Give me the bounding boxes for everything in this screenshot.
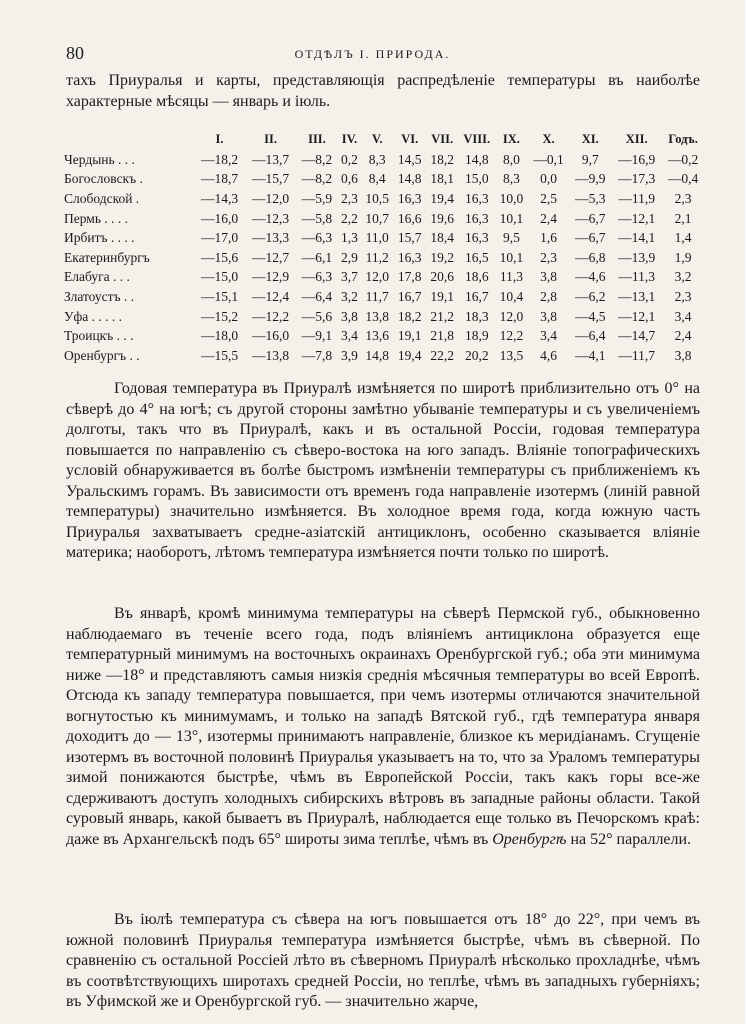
- temperature-table: [64, 128, 704, 366]
- temperature-value: 2,2: [340, 210, 358, 226]
- temperature-value: 16,3: [464, 230, 489, 246]
- temperature-value: 0,6: [340, 171, 358, 187]
- temperature-value: 16,3: [397, 190, 422, 206]
- temperature-value: —12,7: [251, 249, 290, 265]
- column-header: II.: [264, 131, 277, 146]
- temperature-value: —11,9: [618, 190, 655, 206]
- temperature-value: 19,6: [430, 210, 454, 226]
- temperature-value: 9,7: [581, 151, 599, 167]
- city-name: Слободской .: [64, 190, 140, 206]
- temperature-value: 2,1: [674, 210, 692, 226]
- column-header: V.: [371, 131, 383, 146]
- temperature-value: 18,2: [430, 151, 454, 167]
- temperature-value: —0,1: [533, 151, 564, 167]
- temperature-value: 10,5: [365, 190, 390, 206]
- column-header: IX.: [502, 131, 520, 146]
- temperature-value: —18,0: [200, 328, 239, 344]
- temperature-value: 10,0: [499, 190, 524, 206]
- table-row: [64, 209, 704, 229]
- temperature-value: 20,2: [464, 347, 489, 363]
- temperature-value: —17,0: [200, 230, 239, 246]
- temperature-value: 13,8: [365, 308, 390, 324]
- temperature-value: —6,3: [301, 230, 333, 246]
- temperature-value: 19,4: [397, 347, 422, 363]
- temperature-value: —4,5: [575, 308, 606, 324]
- column-header: VIII.: [463, 131, 491, 146]
- temperature-value: 10,7: [365, 210, 390, 226]
- table-row: [64, 150, 704, 170]
- column-header: VII.: [431, 131, 454, 146]
- column-header: III.: [308, 131, 326, 146]
- temperature-value: —13,7: [251, 151, 290, 167]
- temperature-value: —16,9: [618, 151, 656, 167]
- temperature-value: 2,3: [540, 249, 557, 265]
- temperature-value: —12,2: [251, 308, 290, 324]
- temperature-value: 3,4: [340, 328, 358, 344]
- temperature-value: —16,0: [200, 210, 239, 226]
- temperature-value: —6,1: [301, 249, 333, 265]
- city-name: Богословскъ .: [64, 171, 143, 187]
- temperature-value: 2,4: [540, 210, 557, 226]
- temperature-value: 15,7: [397, 230, 422, 246]
- temperature-value: 3,8: [540, 269, 557, 285]
- temperature-value: 18,2: [397, 308, 422, 324]
- city-name: Оренбургъ . .: [64, 347, 140, 363]
- table-row: [64, 189, 704, 209]
- temperature-value: —14,1: [618, 230, 656, 246]
- temperature-value: 8,0: [502, 151, 520, 167]
- temperature-value: 9,5: [502, 230, 520, 246]
- temperature-value: —7,8: [301, 347, 333, 363]
- temperature-value: 1,6: [540, 230, 557, 246]
- temperature-value: 1,4: [674, 230, 692, 246]
- temperature-value: —4,1: [575, 347, 606, 363]
- column-header: I.: [215, 131, 224, 146]
- temperature-value: —5,6: [301, 308, 333, 324]
- temperature-value: —13,1: [618, 288, 656, 304]
- temperature-value: —6,8: [575, 249, 606, 265]
- temperature-value: 14,8: [464, 151, 489, 167]
- table-row: [64, 248, 704, 268]
- temperature-value: 2,9: [340, 249, 358, 265]
- temperature-value: 2,4: [674, 328, 692, 344]
- temperature-value: 3,2: [340, 288, 358, 304]
- temperature-value: 3,9: [340, 347, 358, 363]
- paragraph-january-text: Въ январѣ, кромѣ минимума температуры на сѣверѣ Пермской губ., обыкновенно наблюдаемаго въ теченіе всего года, подъ вліяніемъ антициклона образуется еще температурный минимумъ на восточныхъ окраинахъ Оренбургской губ.; оба эти минимума ниже —18° и представляютъ самыя низкія среднія мѣсячныя температуры во всей Европѣ. Отсюда къ западу температура повышается, при чемъ изотермы отличаются значительной вогнутостью къ минимумамъ, и только на западѣ Вятской губ., гдѣ температура января доходитъ до — 13°, изотермы принимаютъ направленіе, близкое къ меридіанамъ. Сгущеніе изотермъ въ восточной половинѣ Приуралья указываетъ на то, что за Ураломъ температуры зимой понижаются быстрѣе, чѣмъ въ Европейской Россіи, такъ какъ горы все-же сдерживаютъ доступъ холодныхъ сибирскихъ вѣтровъ въ западные районы области. Такой суровый январь, какой бываетъ въ Приуралѣ, наблюдается еще только въ Печорскомъ краѣ: даже въ Архангельскѣ подъ 65° широты зима теплѣе, чѣмъ въ: [66, 605, 700, 848]
- column-header: XII.: [625, 131, 648, 146]
- temperature-value: 21,2: [430, 308, 454, 324]
- temperature-value: 16,7: [397, 288, 422, 304]
- column-header: X.: [542, 131, 555, 146]
- temperature-value: —13,9: [618, 249, 656, 265]
- temperature-value: 12,0: [499, 308, 524, 324]
- temperature-value: —6,7: [575, 210, 606, 226]
- temperature-value: 18,6: [464, 269, 489, 285]
- temperature-value: 3,2: [674, 269, 692, 285]
- temperature-value: 11,0: [365, 230, 389, 246]
- table-row: [64, 228, 704, 248]
- column-header: Годъ.: [668, 131, 698, 146]
- temperature-value: —6,7: [575, 230, 606, 246]
- paragraph-january-tail: на 52° параллели.: [570, 830, 692, 848]
- temperature-value: —11,3: [618, 269, 655, 285]
- temperature-value: —12,1: [618, 210, 656, 226]
- temperature-value: —4,6: [575, 269, 606, 285]
- temperature-value: —12,3: [251, 210, 290, 226]
- temperature-value: 11,7: [365, 288, 389, 304]
- temperature-value: 2,3: [674, 190, 692, 206]
- temperature-value: —15,2: [200, 308, 239, 324]
- temperature-value: 20,6: [430, 269, 454, 285]
- temperature-value: 16,6: [397, 210, 422, 226]
- temperature-value: —14,3: [200, 190, 239, 206]
- temperature-value: 10,1: [499, 249, 524, 265]
- temperature-value: 3,8: [674, 347, 692, 363]
- temperature-value: —9,9: [575, 171, 606, 187]
- column-header: VI.: [401, 131, 419, 146]
- temperature-value: 18,4: [430, 230, 454, 246]
- table-header-row: [64, 128, 704, 150]
- column-header: IV.: [341, 131, 358, 146]
- temperature-value: —5,8: [301, 210, 333, 226]
- temperature-value: 12,0: [365, 269, 390, 285]
- temperature-value: 21,8: [430, 328, 454, 344]
- temperature-value: 2,3: [340, 190, 358, 206]
- temperature-value: 8,3: [368, 151, 386, 167]
- table-row: [64, 307, 704, 327]
- temperature-value: 16,3: [464, 210, 489, 226]
- temperature-value: —18,7: [200, 171, 239, 187]
- paragraph-january: [66, 604, 700, 850]
- temperature-value: —12,4: [251, 288, 290, 304]
- temperature-value: —15,5: [200, 347, 239, 363]
- city-name: Уфа . . . . .: [64, 308, 123, 324]
- temperature-value: —13,8: [251, 347, 290, 363]
- temperature-value: 0,0: [540, 171, 557, 187]
- temperature-value: 0,2: [340, 151, 358, 167]
- temperature-value: 2,8: [540, 288, 557, 304]
- page-number: 80: [66, 43, 84, 63]
- temperature-value: 16,3: [397, 249, 422, 265]
- temperature-value: 19,1: [430, 288, 454, 304]
- temperature-value: 13,6: [365, 328, 390, 344]
- temperature-value: —6,3: [301, 269, 333, 285]
- temperature-value: 10,4: [499, 288, 524, 304]
- temperature-value: 19,1: [397, 328, 422, 344]
- temperature-value: 16,3: [464, 190, 489, 206]
- temperature-value: 11,2: [365, 249, 389, 265]
- city-name: Троицкъ . . .: [64, 328, 134, 344]
- temperature-value: 18,1: [430, 171, 454, 187]
- table-row: [64, 268, 704, 288]
- temperature-value: 2,5: [540, 190, 557, 206]
- city-name: Чердынь . . .: [64, 151, 135, 167]
- temperature-value: —12,0: [251, 190, 290, 206]
- temperature-value: 15,0: [464, 171, 489, 187]
- temperature-value: —12,1: [618, 308, 656, 324]
- table-row: [64, 170, 704, 190]
- temperature-value: 16,5: [464, 249, 489, 265]
- temperature-value: 13,5: [499, 347, 524, 363]
- temperature-value: —6,4: [575, 328, 606, 344]
- temperature-value: —0,4: [667, 171, 699, 187]
- temperature-value: —16,0: [251, 328, 290, 344]
- temperature-value: —13,3: [251, 230, 290, 246]
- table-row: [64, 287, 704, 307]
- running-title: ОТДѢЛЪ I. ПРИРОДА.: [294, 47, 451, 61]
- temperature-value: 3,8: [340, 308, 358, 324]
- temperature-value: —9,1: [301, 328, 333, 344]
- table-row: [64, 326, 704, 346]
- temperature-value: —0,2: [667, 151, 699, 167]
- temperature-value: —15,6: [200, 249, 239, 265]
- temperature-value: 11,3: [499, 269, 523, 285]
- temperature-value: 17,8: [397, 269, 422, 285]
- city-name: Екатеринбургъ: [64, 249, 150, 265]
- temperature-value: 1,3: [340, 230, 358, 246]
- intro-paragraph: тахъ Приуралья и карты, представляющія распредѣленіе температуры въ наиболѣе характерные мѣсяцы — январь и іюль.: [66, 72, 700, 110]
- temperature-value: —6,4: [301, 288, 333, 304]
- temperature-value: 14,8: [365, 347, 390, 363]
- temperature-value: —5,9: [301, 190, 333, 206]
- column-header: XI.: [581, 131, 599, 146]
- temperature-value: 12,2: [499, 328, 524, 344]
- paragraph-annual-temperature: Годовая температура въ Приуралѣ измѣняется по широтѣ приблизительно отъ 0° на сѣверѣ до 4° на югѣ; съ другой стороны замѣтно убываніе температуры и съ увеличеніемъ долготы, такъ что въ Приуралѣ, какъ и въ остальной Россіи, годовая температура повышается по направленію съ сѣверо-востока на юго западъ. Вліяніе топографическихъ условій обнаруживается въ болѣе быстромъ измѣненіи температуры съ приближеніемъ къ Уральскимъ горамъ. Въ зависимости отъ временъ года направленіе изотермъ (линій равной температуры) значительно измѣняется. Въ холодное время года, когда южную часть Приуралья захватываетъ средне-азіатскій антициклонъ, особенно сказывается вліяніе материка; наоборотъ, лѣтомъ температура измѣняется почти только по широтѣ.: [66, 380, 700, 561]
- paragraph-july: Въ іюлѣ температура съ сѣвера на югъ повышается отъ 18° до 22°, при чемъ въ южной половинѣ Приуралья температура измѣняется быстрѣе, чѣмъ въ сѣверной. По сравненію съ остальной Россіей лѣто въ сѣверномъ Приуралѣ нѣсколько прохладнѣе, чѣмъ въ соотвѣтствующихъ широтахъ средней Россіи, но теплѣе, чѣмъ въ западныхъ губерніяхъ; въ Уфимской же и Оренбургской губ. — значительно жарче,: [66, 911, 700, 1010]
- temperature-value: —5,3: [575, 190, 606, 206]
- temperature-value: 3,8: [540, 308, 557, 324]
- table-row: [64, 346, 704, 366]
- temperature-value: 14,5: [397, 151, 422, 167]
- temperature-value: 19,2: [430, 249, 454, 265]
- temperature-value: —17,3: [618, 171, 656, 187]
- temperature-value: 16,7: [464, 288, 489, 304]
- temperature-value: —6,2: [575, 288, 606, 304]
- italic-orenburg: Оренбургѣ: [492, 830, 567, 848]
- city-name: Ирбитъ . . . .: [64, 230, 135, 246]
- temperature-value: 10,1: [499, 210, 524, 226]
- temperature-value: 3,4: [540, 328, 557, 344]
- temperature-value: 3,7: [340, 269, 358, 285]
- temperature-value: 14,8: [397, 171, 422, 187]
- temperature-value: —15,1: [200, 288, 239, 304]
- city-name: Елабуга . . .: [64, 269, 130, 285]
- temperature-value: —11,7: [618, 347, 655, 363]
- temperature-value: 18,9: [464, 328, 489, 344]
- temperature-value: 2,3: [674, 288, 692, 304]
- city-column-header: [64, 128, 194, 150]
- temperature-value: 4,6: [540, 347, 557, 363]
- temperature-value: —8,2: [301, 151, 333, 167]
- temperature-value: 8,4: [368, 171, 386, 187]
- temperature-value: —12,9: [251, 269, 290, 285]
- temperature-value: 19,4: [430, 190, 454, 206]
- temperature-value: —14,7: [618, 328, 656, 344]
- temperature-value: —8,2: [301, 171, 333, 187]
- temperature-value: 22,2: [430, 347, 454, 363]
- temperature-value: —15,0: [200, 269, 239, 285]
- city-name: Златоустъ . .: [64, 288, 135, 304]
- temperature-value: 3,4: [674, 308, 692, 324]
- temperature-value: —18,2: [200, 151, 239, 167]
- temperature-value: 18,3: [464, 308, 489, 324]
- temperature-value: 1,9: [674, 249, 692, 265]
- city-name: Пермь . . . .: [64, 210, 128, 226]
- temperature-value: 8,3: [502, 171, 520, 187]
- temperature-value: —15,7: [251, 171, 290, 187]
